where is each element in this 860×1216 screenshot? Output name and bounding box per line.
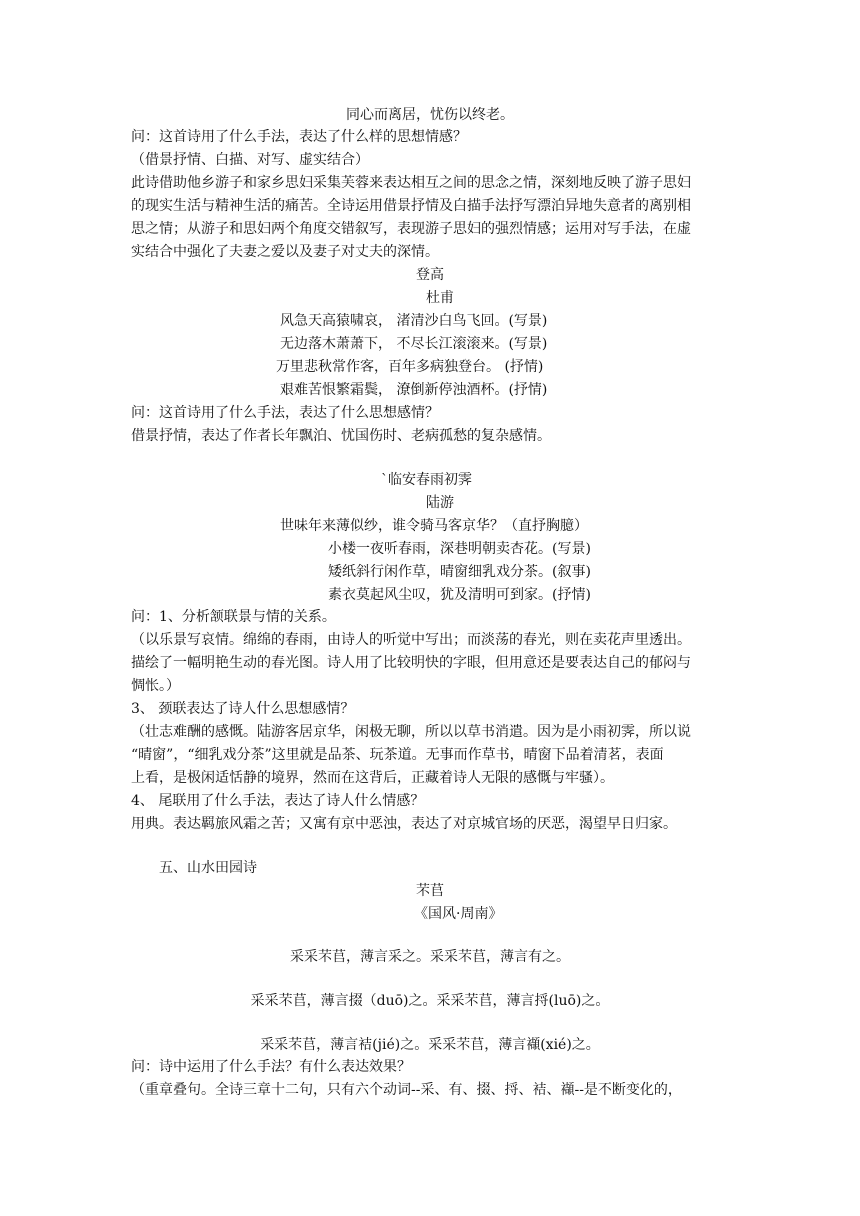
poem-author-dufu: 杜甫 xyxy=(426,290,454,306)
linan-line-2: 小楼一夜听春雨，深巷明朝卖杏花。(写景) xyxy=(328,541,591,557)
linan-answer-3-line-3: 上看，是极闲适恬静的境界，然而在这背后，正藏着诗人无限的感慨与牢骚）。 xyxy=(131,770,614,786)
linan-answer-1-line-1: （以乐景写哀情。绵绵的春雨，由诗人的听觉中写出；而淡荡的春光，则在卖花声里透出。 xyxy=(131,632,691,648)
fuyi-stanza-1: 采采芣苢，薄言采之。采采芣苢，薄言有之。 xyxy=(290,949,570,965)
poem-source: 《国风·周南》 xyxy=(414,906,503,922)
denggao-line-1: 风急天高猿啸哀， 渚清沙白鸟飞回。(写景) xyxy=(280,313,548,329)
fuyi-stanza-3: 采采芣苢，薄言袺(jié)之。采采芣苢，薄言襭(xié)之。 xyxy=(260,1037,600,1053)
poem-closing-line: 同心而离居，忧伤以终老。 xyxy=(346,107,514,123)
denggao-line-2: 无边落木萧萧下， 不尽长江滚滚来。(写景) xyxy=(280,336,548,352)
fuyi-question: 问：诗中运用了什么手法？有什么表达效果？ xyxy=(131,1059,411,1075)
linan-question-4: 4、 尾联用了什么手法，表达了诗人什么情感？ xyxy=(131,793,425,809)
poem-author-luyou: 陆游 xyxy=(426,495,454,511)
linan-question-1: 问：1、分析颔联景与情的关系。 xyxy=(131,609,336,625)
fuyi-answer: （重章叠句。全诗三章十二句，只有六个动词--采、有、掇、捋、袺、襭--是不断变化的， xyxy=(131,1082,682,1098)
linan-answer-3-line-1: （壮志难酬的感慨。陆游客居京华，闲极无聊，所以以草书消遣。因为是小雨初霁，所以说 xyxy=(131,724,691,740)
fuyi-stanza-2: 采采芣苢，薄言掇（duō)之。采采芣苢，薄言捋(luō)之。 xyxy=(250,993,610,1009)
question-1: 问：这首诗用了什么手法，表达了什么样的思想情感？ xyxy=(131,129,467,145)
linan-answer-1-line-2: 描绘了一幅明艳生动的春光图。诗人用了比较明快的字眼，但用意还是要表达自己的郁闷与 xyxy=(131,655,691,671)
linan-answer-4: 用典。表达羁旅风霜之苦；又寓有京中恶浊，表达了对京城官场的厌恶，渴望早日归家。 xyxy=(131,816,677,832)
denggao-question: 问：这首诗用了什么手法，表达了什么思想感情？ xyxy=(131,405,439,421)
denggao-line-3: 万里悲秋常作客，百年多病独登台。 (抒情) xyxy=(276,359,544,375)
linan-line-4: 素衣莫起风尘叹，犹及清明可到家。(抒情) xyxy=(328,587,591,603)
linan-answer-1-line-3: 惆怅。） xyxy=(131,678,180,694)
linan-line-1: 世味年来薄似纱，谁令骑马客京华？（直抒胸臆） xyxy=(280,518,588,534)
poem-title-linan: `临安春雨初霁 xyxy=(381,472,472,488)
section-heading: 五、山水田园诗 xyxy=(159,860,257,876)
linan-answer-3-line-2: “晴窗”，“细乳戏分茶”这里就是品茶、玩茶道。无事而作草书，晴窗下品着清茗，表面 xyxy=(131,747,664,763)
answer-1-line-4: 实结合中强化了夫妻之爱以及妻子对丈夫的深情。 xyxy=(131,244,439,260)
answer-1-line-2: 的现实生活与精神生活的痛苦。全诗运用借景抒情及白描手法抒写漂泊异地失意者的离别相 xyxy=(131,198,691,214)
denggao-answer: 借景抒情，表达了作者长年飘泊、忧国伤时、老病孤愁的复杂感情。 xyxy=(131,428,551,444)
poem-title-denggao: 登高 xyxy=(416,267,444,283)
answer-1-line-3: 思之情；从游子和思妇两个角度交错叙写，表现游子思妇的强烈情感；运用对写手法，在虚 xyxy=(131,221,691,237)
denggao-line-4: 艰难苦恨繁霜鬓， 潦倒新停浊酒杯。(抒情) xyxy=(280,382,548,398)
poem-title-fuyi: 芣苢 xyxy=(416,883,444,899)
answer-1-methods: （借景抒情、白描、对写、虚实结合） xyxy=(131,152,369,168)
answer-1-line-1: 此诗借助他乡游子和家乡思妇采集芙蓉来表达相互之间的思念之情，深刻地反映了游子思妇 xyxy=(131,175,691,191)
linan-question-3: 3、 颈联表达了诗人什么思想感情？ xyxy=(131,701,355,717)
linan-line-3: 矮纸斜行闲作草，晴窗细乳戏分茶。(叙事) xyxy=(328,564,591,580)
